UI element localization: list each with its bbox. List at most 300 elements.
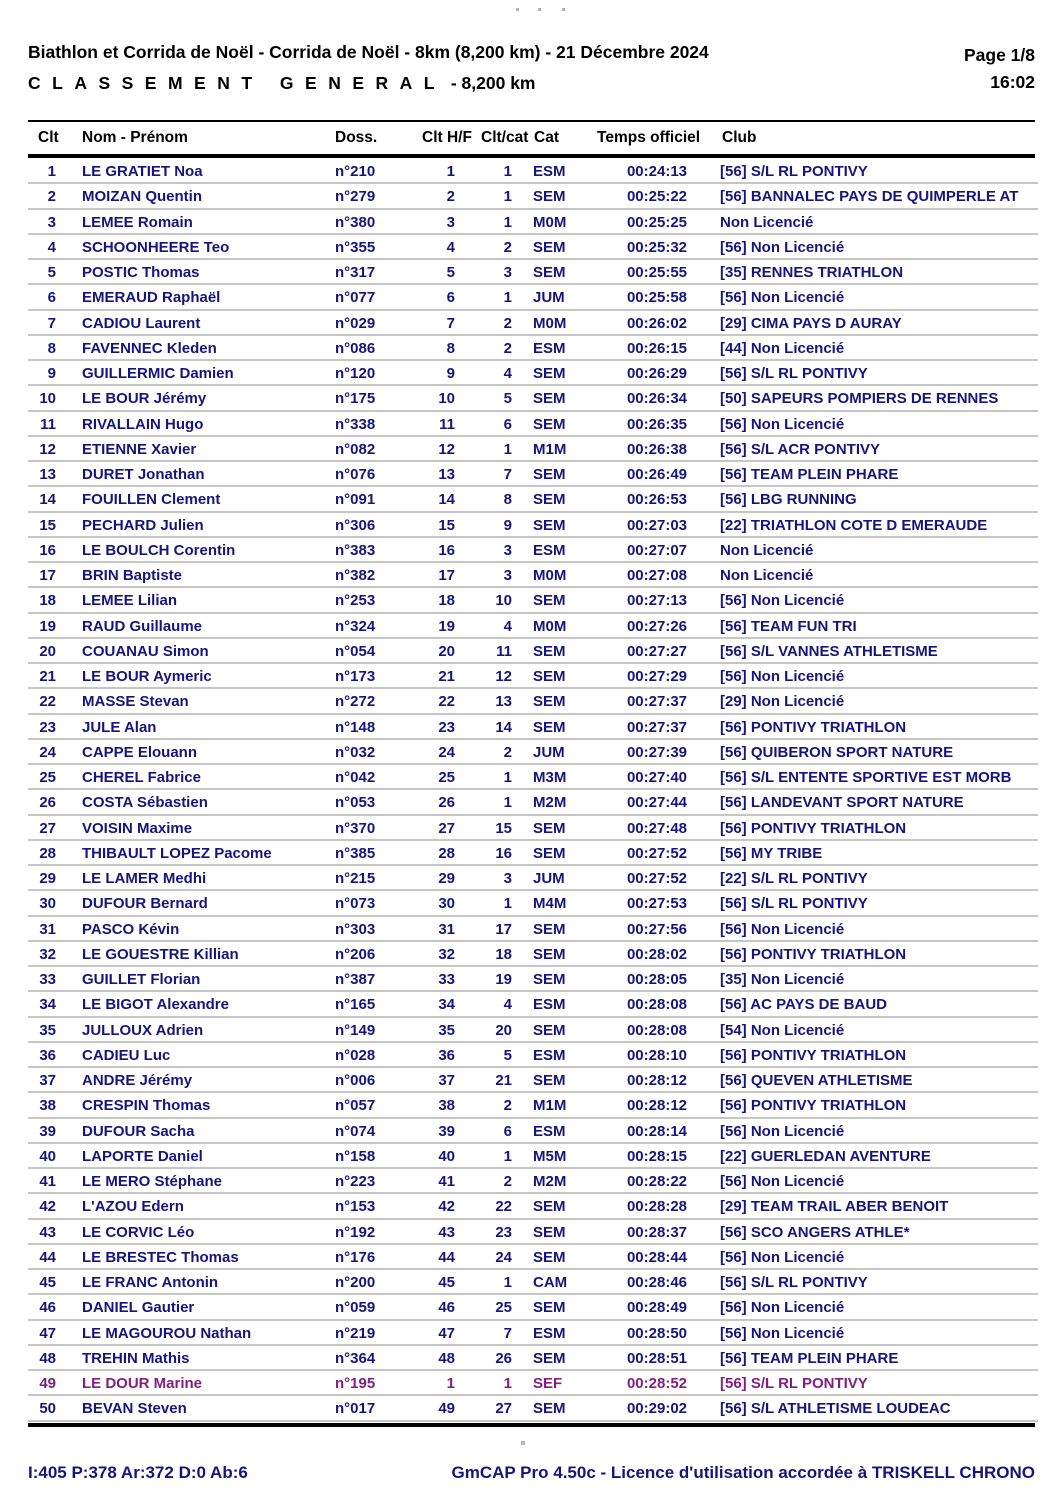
club-cell: [22] GUERLEDAN AVENTURE: [720, 1147, 931, 1165]
name-cell: DANIEL Gautier: [82, 1299, 195, 1317]
bib-number-cell: n°253: [335, 592, 376, 610]
official-time-cell: 00:27:37: [626, 693, 688, 711]
result-row: [0, 942, 1058, 967]
club-cell: [56] PONTIVY TRIATHLON: [720, 819, 907, 837]
official-time-cell: 00:27:44: [626, 794, 688, 812]
category-rank-cell: 23: [495, 1223, 512, 1241]
club-cell: [56] AC PAYS DE BAUD: [720, 996, 887, 1014]
col-header-clt-hf: Clt H/F: [422, 129, 472, 146]
name-cell: FOUILLEN Clement: [82, 491, 221, 509]
col-header-temps: Temps officiel: [597, 129, 701, 146]
classement-general-label: CLASSEMENT GENERAL: [28, 73, 446, 93]
gender-rank-cell: 5: [446, 264, 455, 282]
result-row: [0, 841, 1058, 866]
name-cell: PECHARD Julien: [82, 516, 204, 534]
bib-number-cell: n°059: [335, 1299, 376, 1317]
category-rank-cell: 6: [503, 1122, 512, 1140]
official-time-cell: 00:26:15: [626, 339, 688, 357]
official-time-cell: 00:26:38: [626, 440, 688, 458]
rank-cell: 6: [47, 289, 56, 307]
category-cell: CAM: [533, 1274, 568, 1292]
official-time-cell: 00:28:10: [626, 1046, 688, 1064]
footer-license: GmCAP Pro 4.50c - Licence d'utilisation accordée à TRISKELL CHRONO: [451, 1463, 1035, 1482]
result-row: [0, 664, 1058, 689]
official-time-cell: 00:28:51: [626, 1349, 688, 1367]
official-time-cell: 00:29:02: [626, 1400, 688, 1418]
category-cell: SEM: [533, 365, 566, 383]
club-cell: [56] TEAM FUN TRI: [720, 617, 857, 635]
result-row: [0, 159, 1058, 184]
rank-cell: 46: [39, 1299, 56, 1317]
category-rank-cell: 1: [503, 895, 512, 913]
category-cell: SEM: [533, 1198, 566, 1216]
category-cell: ESM: [533, 339, 566, 357]
official-time-cell: 00:28:52: [626, 1375, 688, 1393]
club-cell: [56] TEAM PLEIN PHARE: [720, 1349, 899, 1367]
category-cell: SEM: [533, 668, 566, 686]
result-row: [0, 538, 1058, 563]
category-cell: M0M: [533, 314, 567, 332]
category-rank-cell: 2: [503, 339, 512, 357]
club-cell: [56] Non Licencié: [720, 238, 845, 256]
bib-number-cell: n°387: [335, 971, 376, 989]
name-cell: EMERAUD Raphaël: [82, 289, 221, 307]
result-row: [0, 992, 1058, 1017]
page-number: Page 1/8: [963, 45, 1035, 65]
name-cell: CRESPIN Thomas: [82, 1097, 211, 1115]
gender-rank-cell: 36: [438, 1046, 455, 1064]
gender-rank-cell: 46: [438, 1299, 455, 1317]
name-cell: CHEREL Fabrice: [82, 769, 201, 787]
result-row: [0, 1093, 1058, 1118]
name-cell: DUFOUR Sacha: [82, 1122, 195, 1140]
bib-number-cell: n°076: [335, 466, 376, 484]
category-cell: SEM: [533, 1021, 566, 1039]
club-cell: [56] BANNALEC PAYS DE QUIMPERLE AT: [720, 188, 1019, 206]
gender-rank-cell: 3: [446, 213, 455, 231]
rank-cell: 47: [39, 1324, 56, 1342]
result-row: [0, 336, 1058, 361]
gender-rank-cell: 48: [438, 1349, 455, 1367]
bib-number-cell: n°165: [335, 996, 376, 1014]
gender-rank-cell: 43: [438, 1223, 455, 1241]
category-cell: SEM: [533, 1299, 566, 1317]
category-rank-cell: 16: [495, 844, 512, 862]
result-row: [0, 462, 1058, 487]
bib-number-cell: n°073: [335, 895, 376, 913]
gender-rank-cell: 45: [438, 1274, 455, 1292]
bib-number-cell: n°200: [335, 1274, 376, 1292]
gender-rank-cell: 4: [446, 238, 455, 256]
rank-cell: 42: [39, 1198, 56, 1216]
official-time-cell: 00:27:52: [626, 870, 688, 888]
table-body: [0, 159, 1058, 1422]
bib-number-cell: n°206: [335, 945, 376, 963]
result-row: [0, 1169, 1058, 1194]
official-time-cell: 00:27:27: [626, 642, 688, 660]
column-headers: [0, 129, 1058, 153]
rank-cell: 41: [39, 1173, 56, 1191]
name-cell: DURET Jonathan: [82, 466, 205, 484]
category-rank-cell: 2: [503, 1097, 512, 1115]
rank-cell: 34: [39, 996, 56, 1014]
official-time-cell: 00:26:29: [626, 365, 688, 383]
rank-cell: 26: [39, 794, 56, 812]
result-row: [0, 790, 1058, 815]
category-cell: SEM: [533, 516, 566, 534]
category-cell: SEM: [533, 819, 566, 837]
scan-artifact-bottom: [521, 1441, 525, 1445]
gender-rank-cell: 14: [438, 491, 455, 509]
category-rank-cell: 11: [496, 642, 512, 660]
club-cell: [29] Non Licencié: [720, 693, 845, 711]
category-cell: SEM: [533, 1349, 566, 1367]
rank-cell: 13: [39, 466, 56, 484]
official-time-cell: 00:27:52: [626, 844, 688, 862]
result-row: [0, 412, 1058, 437]
category-rank-cell: 1: [503, 289, 512, 307]
name-cell: LE BRESTEC Thomas: [82, 1248, 239, 1266]
club-cell: [56] Non Licencié: [720, 592, 845, 610]
official-time-cell: 00:26:53: [626, 491, 688, 509]
name-cell: POSTIC Thomas: [82, 264, 200, 282]
name-cell: LE MERO Stéphane: [82, 1173, 223, 1191]
category-cell: ESM: [533, 1122, 566, 1140]
club-cell: [56] Non Licencié: [720, 1324, 845, 1342]
result-row: [0, 210, 1058, 235]
gender-rank-cell: 1: [446, 1375, 455, 1393]
rank-cell: 21: [39, 668, 56, 686]
col-header-clt: Clt: [38, 129, 59, 146]
category-cell: SEM: [533, 390, 566, 408]
category-cell: M0M: [533, 213, 567, 231]
club-cell: [56] SCO ANGERS ATHLE*: [720, 1223, 910, 1241]
gender-rank-cell: 12: [438, 440, 455, 458]
club-cell: Non Licencié: [720, 213, 814, 231]
official-time-cell: 00:26:49: [626, 466, 688, 484]
club-cell: [56] PONTIVY TRIATHLON: [720, 1097, 907, 1115]
name-cell: LE MAGOUROU Nathan: [82, 1324, 252, 1342]
category-rank-cell: 1: [503, 213, 512, 231]
name-cell: MASSE Stevan: [82, 693, 189, 711]
category-cell: SEM: [533, 945, 566, 963]
bib-number-cell: n°385: [335, 844, 376, 862]
official-time-cell: 00:27:08: [626, 567, 688, 585]
bib-number-cell: n°053: [335, 794, 376, 812]
rank-cell: 31: [39, 920, 56, 938]
bib-number-cell: n°370: [335, 819, 376, 837]
category-cell: SEM: [533, 693, 566, 711]
category-cell: SEM: [533, 592, 566, 610]
category-rank-cell: 10: [495, 592, 512, 610]
bib-number-cell: n°176: [335, 1248, 376, 1266]
bib-number-cell: n°223: [335, 1173, 376, 1191]
category-cell: M1M: [533, 440, 567, 458]
gender-rank-cell: 23: [438, 718, 455, 736]
result-row: [0, 765, 1058, 790]
club-cell: [56] Non Licencié: [720, 415, 845, 433]
rank-cell: 23: [39, 718, 56, 736]
category-cell: ESM: [533, 163, 566, 181]
club-cell: [56] S/L RL PONTIVY: [720, 365, 868, 383]
rank-cell: 50: [39, 1400, 56, 1418]
category-cell: ESM: [533, 996, 566, 1014]
rank-cell: 45: [39, 1274, 56, 1292]
name-cell: JULE Alan: [82, 718, 157, 736]
result-row: [0, 740, 1058, 765]
result-row: [0, 816, 1058, 841]
gender-rank-cell: 37: [438, 1072, 455, 1090]
category-rank-cell: 7: [503, 1324, 512, 1342]
official-time-cell: 00:28:22: [626, 1173, 688, 1191]
bib-number-cell: n°279: [335, 188, 376, 206]
category-rank-cell: 2: [503, 743, 512, 761]
result-row: [0, 639, 1058, 664]
name-cell: COUANAU Simon: [82, 642, 209, 660]
category-rank-cell: 4: [503, 365, 512, 383]
club-cell: [56] Non Licencié: [720, 289, 845, 307]
category-cell: JUM: [533, 870, 565, 888]
gender-rank-cell: 26: [438, 794, 455, 812]
rank-cell: 9: [47, 365, 56, 383]
category-rank-cell: 20: [495, 1021, 512, 1039]
category-cell: JUM: [533, 289, 565, 307]
official-time-cell: 00:28:46: [626, 1274, 688, 1292]
club-cell: [56] S/L ENTENTE SPORTIVE EST MORB: [720, 769, 1012, 787]
name-cell: LE BIGOT Alexandre: [82, 996, 229, 1014]
result-row: [0, 1371, 1058, 1396]
gender-rank-cell: 47: [438, 1324, 455, 1342]
official-time-cell: 00:28:28: [626, 1198, 688, 1216]
category-rank-cell: 19: [495, 971, 512, 989]
official-time-cell: 00:28:08: [626, 1021, 688, 1039]
name-cell: LE GOUESTRE Killian: [82, 945, 239, 963]
result-row: [0, 184, 1058, 209]
result-row: [0, 437, 1058, 462]
category-rank-cell: 22: [495, 1198, 512, 1216]
bib-number-cell: n°082: [335, 440, 376, 458]
official-time-cell: 00:25:22: [626, 188, 688, 206]
bib-number-cell: n°215: [335, 870, 376, 888]
page-info: [964, 42, 1035, 96]
gender-rank-cell: 31: [438, 920, 455, 938]
official-time-cell: 00:28:15: [626, 1147, 688, 1165]
name-cell: FAVENNEC Kleden: [82, 339, 217, 357]
name-cell: PASCO Kévin: [82, 920, 180, 938]
result-row: [0, 1018, 1058, 1043]
print-time: 16:02: [990, 72, 1035, 93]
category-rank-cell: 3: [503, 541, 512, 559]
official-time-cell: 00:28:12: [626, 1097, 688, 1115]
official-time-cell: 00:28:12: [626, 1072, 688, 1090]
club-cell: [44] Non Licencié: [720, 339, 845, 357]
gender-rank-cell: 7: [446, 314, 455, 332]
rank-cell: 17: [39, 567, 56, 585]
club-cell: [56] TEAM PLEIN PHARE: [720, 466, 899, 484]
bib-number-cell: n°074: [335, 1122, 376, 1140]
rank-cell: 24: [39, 743, 56, 761]
bib-number-cell: n°057: [335, 1097, 376, 1115]
category-cell: SEM: [533, 491, 566, 509]
col-header-clt-cat: Clt/cat: [481, 129, 529, 146]
bib-number-cell: n°364: [335, 1349, 376, 1367]
rank-cell: 22: [39, 693, 56, 711]
bib-number-cell: n°158: [335, 1147, 376, 1165]
category-rank-cell: 1: [503, 1375, 512, 1393]
bib-number-cell: n°173: [335, 668, 376, 686]
category-cell: SEM: [533, 718, 566, 736]
col-header-name: Nom - Prénom: [82, 129, 188, 146]
category-cell: SEM: [533, 920, 566, 938]
name-cell: GUILLERMIC Damien: [82, 365, 234, 383]
result-row: [0, 563, 1058, 588]
name-cell: LAPORTE Daniel: [82, 1147, 203, 1165]
category-rank-cell: 17: [495, 920, 512, 938]
result-row: [0, 689, 1058, 714]
rank-cell: 48: [39, 1349, 56, 1367]
rank-cell: 2: [47, 188, 56, 206]
name-cell: LE DOUR Marine: [82, 1375, 203, 1393]
bib-number-cell: n°382: [335, 567, 376, 585]
club-cell: [56] Non Licencié: [720, 1248, 845, 1266]
name-cell: LE BOUR Aymeric: [82, 668, 212, 686]
distance-label: - 8,200 km: [450, 73, 536, 93]
rank-cell: 33: [39, 971, 56, 989]
name-cell: SCHOONHEERE Teo: [82, 238, 230, 256]
rank-cell: 39: [39, 1122, 56, 1140]
name-cell: GUILLET Florian: [82, 971, 201, 989]
bib-number-cell: n°380: [335, 213, 376, 231]
result-row: [0, 311, 1058, 336]
rank-cell: 25: [39, 769, 56, 787]
club-cell: [22] TRIATHLON COTE D EMERAUDE: [720, 516, 988, 534]
result-row: [0, 361, 1058, 386]
category-rank-cell: 2: [503, 314, 512, 332]
official-time-cell: 00:28:05: [626, 971, 688, 989]
club-cell: [56] Non Licencié: [720, 1299, 845, 1317]
category-cell: JUM: [533, 743, 565, 761]
category-cell: ESM: [533, 1046, 566, 1064]
category-rank-cell: 18: [495, 945, 512, 963]
category-cell: M0M: [533, 617, 567, 635]
bib-number-cell: n°149: [335, 1021, 376, 1039]
bib-number-cell: n°355: [335, 238, 376, 256]
club-cell: [54] Non Licencié: [720, 1021, 845, 1039]
name-cell: JULLOUX Adrien: [82, 1021, 204, 1039]
col-header-club: Club: [722, 129, 757, 146]
footer-stats: I:405 P:378 Ar:372 D:0 Ab:6: [28, 1463, 248, 1482]
result-row: [0, 891, 1058, 916]
bib-number-cell: n°317: [335, 264, 376, 282]
category-cell: SEM: [533, 642, 566, 660]
category-rank-cell: 2: [503, 1173, 512, 1191]
category-rank-cell: 21: [495, 1072, 512, 1090]
category-cell: SEM: [533, 1248, 566, 1266]
club-cell: [56] Non Licencié: [720, 668, 845, 686]
bib-number-cell: n°054: [335, 642, 376, 660]
gender-rank-cell: 18: [438, 592, 455, 610]
gender-rank-cell: 2: [446, 188, 455, 206]
rule-above-headers: [28, 120, 1035, 122]
bib-number-cell: n°086: [335, 339, 376, 357]
rank-cell: 14: [39, 491, 56, 509]
official-time-cell: 00:28:02: [626, 945, 688, 963]
category-cell: SEF: [533, 1375, 563, 1393]
club-cell: [56] S/L RL PONTIVY: [720, 163, 868, 181]
bib-number-cell: n°077: [335, 289, 376, 307]
rank-cell: 43: [39, 1223, 56, 1241]
category-rank-cell: 5: [503, 390, 512, 408]
gender-rank-cell: 27: [438, 819, 455, 837]
bib-number-cell: n°338: [335, 415, 376, 433]
result-row: [0, 235, 1058, 260]
gender-rank-cell: 33: [438, 971, 455, 989]
club-cell: Non Licencié: [720, 567, 814, 585]
category-cell: SEM: [533, 1400, 566, 1418]
category-rank-cell: 9: [503, 516, 512, 534]
category-rank-cell: 26: [495, 1349, 512, 1367]
gender-rank-cell: 17: [438, 567, 455, 585]
bib-number-cell: n°042: [335, 769, 376, 787]
rank-cell: 49: [39, 1375, 56, 1393]
bib-number-cell: n°029: [335, 314, 376, 332]
official-time-cell: 00:27:48: [626, 819, 688, 837]
result-row: [0, 1270, 1058, 1295]
gender-rank-cell: 34: [438, 996, 455, 1014]
rank-cell: 32: [39, 945, 56, 963]
club-cell: [56] QUIBERON SPORT NATURE: [720, 743, 954, 761]
rank-cell: 3: [47, 213, 56, 231]
club-cell: [29] TEAM TRAIL ABER BENOIT: [720, 1198, 949, 1216]
bib-number-cell: n°028: [335, 1046, 376, 1064]
category-cell: M0M: [533, 567, 567, 585]
official-time-cell: 00:26:34: [626, 390, 688, 408]
result-row: [0, 614, 1058, 639]
gender-rank-cell: 13: [438, 466, 455, 484]
name-cell: CADIEU Luc: [82, 1046, 171, 1064]
category-rank-cell: 14: [495, 718, 512, 736]
name-cell: LE LAMER Medhi: [82, 870, 207, 888]
club-cell: [56] Non Licencié: [720, 920, 845, 938]
bib-number-cell: n°175: [335, 390, 376, 408]
category-rank-cell: 27: [495, 1400, 512, 1418]
rank-cell: 19: [39, 617, 56, 635]
gender-rank-cell: 8: [446, 339, 455, 357]
scan-artifact-top: [516, 7, 568, 12]
col-header-doss: Doss.: [335, 129, 378, 146]
result-row: [0, 866, 1058, 891]
name-cell: CAPPE Elouann: [82, 743, 198, 761]
official-time-cell: 00:27:26: [626, 617, 688, 635]
rank-cell: 35: [39, 1021, 56, 1039]
category-rank-cell: 1: [503, 1274, 512, 1292]
official-time-cell: 00:25:25: [626, 213, 688, 231]
official-time-cell: 00:27:40: [626, 769, 688, 787]
gender-rank-cell: 38: [438, 1097, 455, 1115]
rank-cell: 20: [39, 642, 56, 660]
category-rank-cell: 4: [503, 617, 512, 635]
gender-rank-cell: 44: [438, 1248, 455, 1266]
official-time-cell: 00:27:39: [626, 743, 688, 761]
result-row: [0, 386, 1058, 411]
result-row: [0, 1144, 1058, 1169]
rank-cell: 11: [40, 415, 56, 433]
name-cell: MOIZAN Quentin: [82, 188, 202, 206]
category-cell: M3M: [533, 769, 567, 787]
result-row: [0, 715, 1058, 740]
rank-cell: 27: [39, 819, 56, 837]
name-cell: RAUD Guillaume: [82, 617, 203, 635]
